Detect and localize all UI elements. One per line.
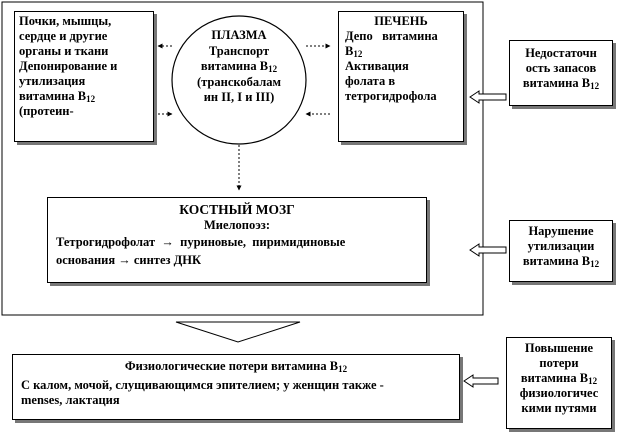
plasma-b12: витамина $B_{12}$ — [200, 59, 278, 74]
cause-2-line-1: Нарушение — [528, 224, 594, 238]
liver-line-4: фолата в — [345, 74, 396, 88]
organs-line-1: Почки, мышцы, — [19, 14, 112, 28]
liver-box — [338, 11, 464, 142]
liver-line-2: $B_{12}$ — [345, 44, 363, 59]
cause-1-line-2: ость запасов — [525, 61, 597, 75]
cause-box-insufficient-stores — [509, 40, 613, 106]
organs-b12: витамина $B_{12}$ — [19, 89, 96, 104]
marrow-line-2: основания → синтез ДНК — [56, 253, 202, 267]
liver-line-5: тетрогидрофола — [345, 89, 437, 103]
losses-line-1: С калом, мочой, слущивающимся эпителием; у женщин также - — [21, 378, 384, 392]
losses-title: Физиологические потери витамина $B_{12}$ — [124, 359, 348, 374]
organs-line-2: сердце и другие — [19, 29, 108, 43]
organs-box — [14, 11, 154, 142]
losses-line-2: menses, лактация — [21, 393, 120, 407]
cause-2-line-2: утилизации — [527, 239, 595, 253]
liver-title: ПЕЧЕНЬ — [374, 14, 428, 28]
cause-1-line-1: Недостаточн — [525, 46, 597, 60]
cause-3-line-5: кими путями — [521, 401, 597, 415]
cause-box-increased-loss — [506, 337, 612, 429]
plasma-line-1: Транспорт — [208, 43, 270, 58]
hollow-arrow-cause-3 — [464, 375, 498, 387]
marrow-subtitle: Миелопоэз: — [203, 218, 270, 232]
liver-line-3: Активация — [345, 59, 409, 73]
hollow-arrow-cause-1 — [470, 91, 506, 103]
plasma-title: ПЛАЗМА — [211, 28, 267, 42]
cause-3-line-4: физиологичес — [519, 386, 599, 400]
organs-line-3: органы и ткани — [19, 44, 109, 58]
cause-2-b12: витамина $B_{12}$ — [522, 254, 600, 269]
organs-line-4: Депонирование и — [19, 59, 118, 73]
plasma-line-3: (транскобалам — [196, 74, 282, 89]
marrow-box — [47, 197, 427, 283]
plasma-text — [176, 28, 302, 106]
cause-1-b12: витамина $B_{12}$ — [522, 76, 600, 91]
cause-3-line-2: потери — [539, 356, 579, 370]
losses-box — [12, 354, 460, 420]
hollow-arrow-cause-2 — [470, 244, 506, 256]
liver-line-1: Депо витамина — [345, 29, 438, 43]
cause-3-line-1: Повышение — [524, 341, 594, 355]
marrow-title: КОСТНЫЙ МОЗГ — [179, 202, 295, 217]
marrow-line-1: Тетрогидрофолат → пуриновые, пиримидиновые — [56, 235, 346, 249]
plasma-line-4: ин II, I и III) — [203, 90, 275, 104]
organs-cut-line: (протеин- — [19, 104, 74, 118]
hollow-down-arrow — [176, 322, 300, 342]
organs-line-5: утилизация — [19, 74, 86, 88]
cause-box-utilization-disorder — [509, 220, 613, 282]
cause-3-b12: витамина $B_{12}$ — [520, 371, 598, 386]
